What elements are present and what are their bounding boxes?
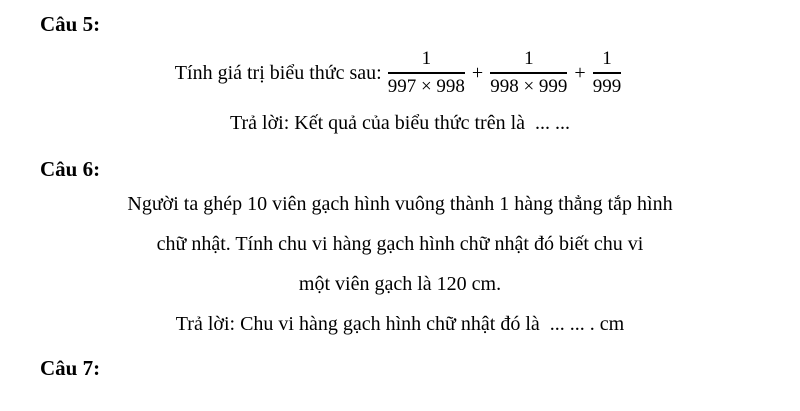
question-6-body xyxy=(0,184,800,304)
fraction-2-numerator: 1 xyxy=(490,47,567,74)
question-6-body-line: chữ nhật. Tính chu vi hàng gạch hình chữ nhật đó biết chu vi xyxy=(156,233,644,255)
question-6-body-line: một viên gạch là 120 cm. xyxy=(298,273,502,295)
question-6-answer-line: Trả lời: Chu vi hàng gạch hình chữ nhật đó là ... ... . cm xyxy=(175,313,625,335)
question-5-prompt: Tính giá trị biểu thức sau: xyxy=(174,61,382,84)
fraction-3-numerator: 1 xyxy=(593,47,622,74)
fraction-3 xyxy=(593,47,622,99)
fraction-1-denominator: 997 × 998 xyxy=(387,76,465,97)
question-5-label: Câu 5: xyxy=(40,12,101,36)
fraction-2-denominator: 998 × 999 xyxy=(490,76,568,97)
question-6-body-line: Người ta ghép 10 viên gạch hình vuông thành 1 hàng thẳng tắp hình xyxy=(127,193,673,215)
plus-operator-1: + xyxy=(471,61,484,84)
question-6 xyxy=(0,157,800,344)
fraction-1-numerator: 1 xyxy=(388,47,465,74)
fraction-1 xyxy=(388,47,465,99)
question-5-expression xyxy=(0,45,800,101)
fraction-2 xyxy=(490,47,567,99)
plus-operator-2: + xyxy=(574,61,586,84)
question-6-label: Câu 6: xyxy=(40,157,101,181)
question-7-label: Câu 7: xyxy=(40,356,101,380)
question-7 xyxy=(0,356,800,381)
question-5-answer-line: Trả lời: Kết quả của biểu thức trên là ... ... xyxy=(229,112,571,134)
fraction-3-denominator: 999 xyxy=(592,76,622,97)
question-5 xyxy=(0,0,800,143)
